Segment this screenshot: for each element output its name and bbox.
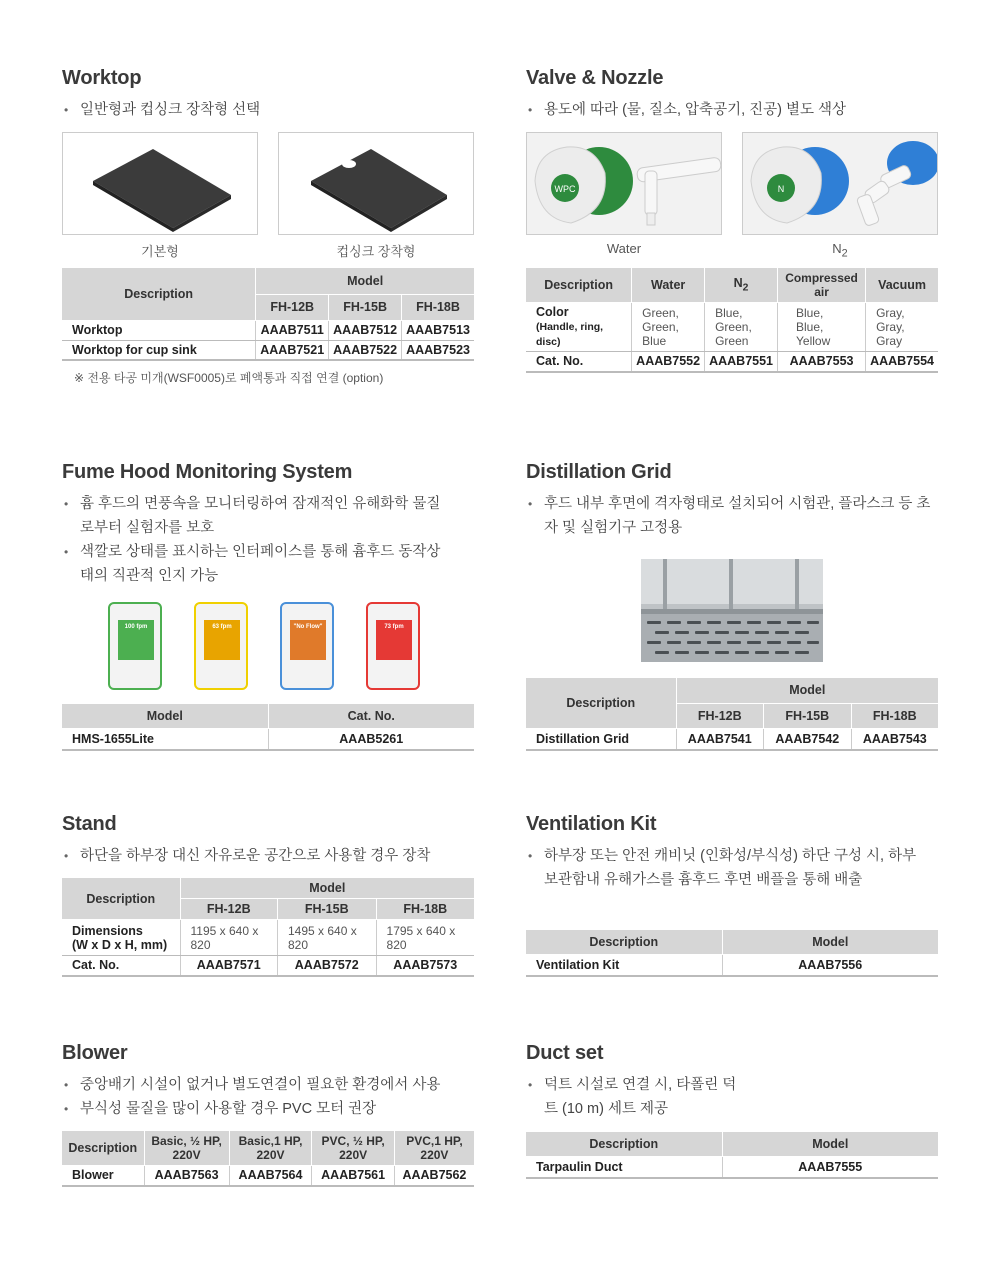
duct-table-wrap bbox=[526, 1132, 938, 1179]
bullet-item: • 후드 내부 후면에 격자형태로 설치되어 시험관, 플라스크 등 초자 및 실험기구 고정용 bbox=[526, 492, 936, 540]
table-header: Model bbox=[62, 704, 268, 728]
table-cell: AAAB7555 bbox=[722, 1156, 938, 1178]
table-header: FH-12B bbox=[256, 294, 329, 320]
table-header: PVC, ½ HP, 220V bbox=[312, 1131, 394, 1166]
table-cell: AAAB7561 bbox=[312, 1166, 394, 1186]
distill-table bbox=[526, 678, 938, 751]
distill-table-wrap bbox=[526, 678, 938, 751]
distill-section bbox=[526, 461, 939, 540]
table-header: FH-18B bbox=[402, 294, 474, 320]
table-row bbox=[526, 303, 938, 352]
table-header: FH-15B bbox=[329, 294, 402, 320]
valve-table-wrap bbox=[526, 268, 938, 373]
table-header: Model bbox=[722, 1132, 938, 1156]
duct-table bbox=[526, 1132, 938, 1179]
worktop-table-wrap bbox=[62, 268, 474, 386]
bullet-item: • 하단을 하부장 대신 자유로운 공간으로 사용할 경우 장착 bbox=[62, 844, 475, 868]
table-row bbox=[62, 956, 474, 976]
caption-basic: 기본형 bbox=[141, 244, 179, 259]
monitor-reading: "No Flow" bbox=[293, 624, 323, 630]
bullet-item: • 흄 후드의 면풍속을 모니터링하여 잠재적인 유해화학 물질로부터 실험자를 보호 bbox=[62, 492, 442, 540]
table-header: FH-15B bbox=[764, 703, 852, 728]
table-cell: Cat. No. bbox=[526, 352, 632, 372]
fume-section bbox=[62, 461, 475, 588]
bullet-item: • 일반형과 컵싱크 장착형 선택 bbox=[62, 98, 475, 122]
table-cell: Distillation Grid bbox=[526, 728, 676, 750]
stand-table bbox=[62, 878, 474, 977]
stand-table-wrap bbox=[62, 878, 474, 977]
table-cell: Blower bbox=[62, 1166, 144, 1186]
table-row bbox=[526, 728, 938, 750]
caption-n2-text: N bbox=[832, 241, 842, 256]
section-title: Ventilation Kit bbox=[526, 813, 657, 835]
table-row bbox=[62, 320, 474, 340]
monitor-device bbox=[366, 602, 420, 690]
stand-section bbox=[62, 813, 475, 868]
table-row bbox=[526, 1156, 938, 1178]
worktop-basic-image bbox=[62, 132, 258, 235]
table-row bbox=[62, 340, 474, 360]
table-cell: AAAB7563 bbox=[144, 1166, 229, 1186]
table-cell: Gray, Gray, Gray bbox=[866, 303, 938, 352]
table-header: FH-12B bbox=[180, 899, 277, 920]
vent-table-wrap bbox=[526, 930, 938, 977]
monitor-reading: 63 fpm bbox=[212, 624, 232, 630]
valve-table bbox=[526, 268, 938, 373]
table-header: Description bbox=[526, 678, 676, 728]
table-header: $N_2$ bbox=[705, 268, 778, 303]
bullet-list bbox=[62, 844, 475, 868]
bullet-item: • 색깔로 상태를 표시하는 인터페이스를 통해 흄후드 동작상태의 직관적 인지 가능 bbox=[62, 540, 442, 588]
table-row bbox=[526, 352, 938, 372]
table-cell: Worktop for cup sink bbox=[62, 340, 256, 360]
table-cell: Cat. No. bbox=[62, 956, 180, 976]
table-cell: Tarpaulin Duct bbox=[526, 1156, 722, 1178]
worktop-table bbox=[62, 268, 474, 361]
fume-table bbox=[62, 704, 474, 751]
table-header: PVC,1 HP, 220V bbox=[394, 1131, 474, 1166]
table-cell: AAAB7554 bbox=[866, 352, 938, 372]
table-header: Vacuum bbox=[866, 268, 938, 303]
table-cell: 1495 x 640 x 820 bbox=[277, 920, 376, 956]
table-cell: 1195 x 640 x 820 bbox=[180, 920, 277, 956]
table-cell: Worktop bbox=[62, 320, 256, 340]
table-cell: AAAB7553 bbox=[778, 352, 866, 372]
table-cell: AAAB7562 bbox=[394, 1166, 474, 1186]
table-header: Description bbox=[526, 1132, 722, 1156]
blower-section bbox=[62, 1042, 475, 1121]
table-cell: AAAB7521 bbox=[256, 340, 329, 360]
table-header: FH-15B bbox=[277, 899, 376, 920]
knob-label: N bbox=[777, 184, 785, 194]
table-cell: AAAB7511 bbox=[256, 320, 329, 340]
monitor-reading: 100 fpm bbox=[124, 624, 148, 630]
worktop-section bbox=[62, 67, 475, 122]
table-header: FH-18B bbox=[851, 703, 938, 728]
table-header: Description bbox=[526, 930, 722, 954]
bullet-item: • 하부장 또는 안전 캐비닛 (인화성/부식성) 하단 구성 시, 하부 보관함내 유해가스를 흄후드 후면 배플을 통해 배출 bbox=[526, 844, 926, 892]
section-title: Stand bbox=[62, 813, 117, 835]
bullet-item: • 덕트 시설로 연결 시, 타폴린 덕트 (10 m) 세트 제공 bbox=[526, 1073, 746, 1121]
table-header: Model bbox=[180, 878, 474, 899]
section-title: Distillation Grid bbox=[526, 461, 672, 483]
n2-valve-image bbox=[742, 132, 938, 235]
table-header: Description bbox=[62, 1131, 144, 1166]
monitor-device bbox=[280, 602, 334, 690]
caption-cupsink: 컵싱크 장착형 bbox=[336, 244, 416, 259]
bullet-item: • 용도에 따라 (물, 질소, 압축공기, 진공) 별도 색상 bbox=[526, 98, 939, 122]
distillation-grid-image bbox=[641, 559, 823, 662]
table-cell: AAAB7523 bbox=[402, 340, 474, 360]
table-header: Model bbox=[256, 268, 474, 294]
table-header: Model bbox=[722, 930, 938, 954]
knob-label: WPC bbox=[554, 184, 576, 194]
bullet-item: • 부식성 물질을 많이 사용할 경우 PVC 모터 권장 bbox=[62, 1097, 475, 1121]
table-cell: AAAB5261 bbox=[268, 728, 474, 750]
table-cell: Dimensions (W x D x H, mm) bbox=[62, 920, 180, 956]
valve-section bbox=[526, 67, 939, 122]
section-title: Duct set bbox=[526, 1042, 604, 1064]
table-cell: Ventilation Kit bbox=[526, 954, 722, 976]
table-header: Description bbox=[62, 878, 180, 920]
section-title: Fume Hood Monitoring System bbox=[62, 461, 353, 483]
table-header: Basic, ½ HP, 220V bbox=[144, 1131, 229, 1166]
blower-table bbox=[62, 1131, 474, 1187]
table-cell: Blue, Green, Green bbox=[705, 303, 778, 352]
bullet-item: • 중앙배기 시설이 없거나 별도연결이 필요한 환경에서 사용 bbox=[62, 1073, 475, 1097]
blower-table-wrap bbox=[62, 1131, 474, 1187]
table-header: Description bbox=[62, 268, 256, 320]
table-cell: AAAB7512 bbox=[329, 320, 402, 340]
table-cell: AAAB7564 bbox=[229, 1166, 312, 1186]
bullet-list bbox=[62, 492, 442, 588]
table-header: FH-12B bbox=[676, 703, 764, 728]
color-sublabel: (Handle, ring, disc) bbox=[536, 321, 604, 348]
vent-table bbox=[526, 930, 938, 977]
footnote: ※ 전용 타공 미개(WSF0005)로 폐액통과 직접 연결 (option) bbox=[74, 371, 384, 385]
caption-n2-sub: 2 bbox=[841, 247, 848, 260]
caption-water: Water bbox=[606, 241, 642, 256]
table-cell: AAAB7513 bbox=[402, 320, 474, 340]
table-cell: Green, Green, Blue bbox=[632, 303, 705, 352]
bullet-list bbox=[526, 492, 936, 540]
section-title: Blower bbox=[62, 1042, 128, 1064]
table-cell: AAAB7571 bbox=[180, 956, 277, 976]
color-label: Color bbox=[536, 305, 569, 319]
table-header: Model bbox=[676, 678, 938, 703]
table-row bbox=[526, 954, 938, 976]
water-valve-image bbox=[526, 132, 722, 235]
table-row bbox=[62, 728, 474, 750]
bullet-list bbox=[62, 1073, 475, 1121]
table-row bbox=[62, 920, 474, 956]
table-cell: AAAB7522 bbox=[329, 340, 402, 360]
table-header: FH-18B bbox=[376, 899, 474, 920]
monitor-device bbox=[108, 602, 162, 690]
table-cell bbox=[526, 303, 632, 352]
bullet-list bbox=[62, 98, 475, 122]
section-title: Valve & Nozzle bbox=[526, 67, 664, 89]
table-cell: Blue, Blue, Yellow bbox=[778, 303, 866, 352]
fume-table-wrap bbox=[62, 704, 474, 751]
bullet-list bbox=[526, 844, 926, 892]
worktop-cupsink-image bbox=[278, 132, 474, 235]
bullet-list bbox=[526, 98, 939, 122]
monitor-device bbox=[194, 602, 248, 690]
table-header: Compressed air bbox=[778, 268, 866, 303]
table-cell: AAAB7541 bbox=[676, 728, 764, 750]
table-header: Water bbox=[632, 268, 705, 303]
duct-section bbox=[526, 1042, 939, 1121]
table-cell: HMS-1655Lite bbox=[62, 728, 268, 750]
table-cell: AAAB7543 bbox=[851, 728, 938, 750]
table-cell: AAAB7572 bbox=[277, 956, 376, 976]
table-cell: AAAB7542 bbox=[764, 728, 852, 750]
table-cell: AAAB7573 bbox=[376, 956, 474, 976]
vent-section bbox=[526, 813, 939, 892]
table-cell: AAAB7556 bbox=[722, 954, 938, 976]
table-cell: AAAB7551 bbox=[705, 352, 778, 372]
table-cell: AAAB7552 bbox=[632, 352, 705, 372]
table-row bbox=[62, 1166, 474, 1186]
caption-n2 bbox=[742, 241, 938, 260]
section-title: Worktop bbox=[62, 67, 142, 89]
table-header: Cat. No. bbox=[268, 704, 474, 728]
monitor-images bbox=[108, 602, 428, 692]
table-cell: 1795 x 640 x 820 bbox=[376, 920, 474, 956]
monitor-reading: 73 fpm bbox=[384, 624, 404, 630]
bullet-list bbox=[526, 1073, 746, 1121]
table-header: Basic,1 HP, 220V bbox=[229, 1131, 312, 1166]
table-header: Description bbox=[526, 268, 632, 303]
